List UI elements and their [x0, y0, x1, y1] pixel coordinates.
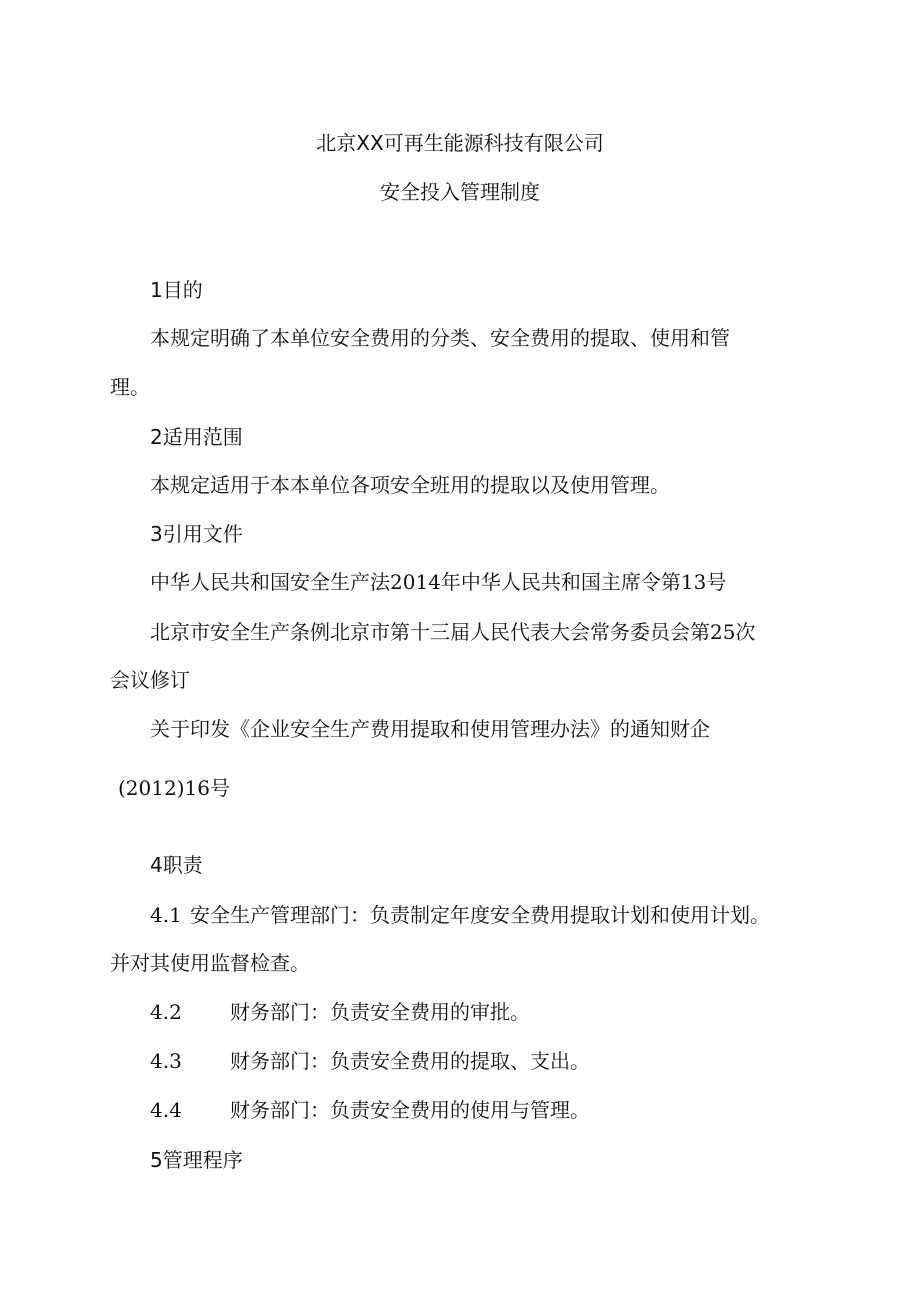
company-title: 北京XX可再生能源科技有限公司 [316, 131, 604, 155]
section-heading-scope: 2适用范围 [150, 425, 243, 449]
duty-item-1-text: 安全生产管理部门：负责制定年度安全费用提取计划和使用计划。 [190, 903, 770, 927]
duty-item-3-text: 财务部门：负责安全费用的提取、支出。 [230, 1049, 590, 1073]
reference-1: 中华人民共和国安全生产法2014年中华人民共和国主席令第13号 [150, 570, 727, 594]
duty-item-1-number: 4.1 [150, 903, 182, 927]
section-heading-procedure: 5管理程序 [150, 1148, 243, 1172]
reference-2-line1: 北京市安全生产条例北京市第十三届人民代表大会常务委员会第25次 [150, 620, 756, 644]
document-title: 安全投入管理制度 [380, 180, 540, 204]
section-heading-purpose: 1目的 [150, 278, 203, 302]
duty-item-2-text: 财务部门：负责安全费用的审批。 [230, 1000, 530, 1024]
duty-item-2-number: 4.2 [150, 1000, 182, 1024]
scope-text: 本规定适用于本本单位各项安全班用的提取以及使用管理。 [150, 473, 670, 497]
purpose-text-line2: 理。 [110, 375, 150, 399]
reference-3-line2: (2012)16号 [118, 776, 230, 800]
section-heading-references: 3引用文件 [150, 522, 243, 546]
duty-item-1-continued: 并对其使用监督检查。 [110, 951, 310, 975]
duty-item-1 [150, 905, 770, 925]
reference-2-line2: 会议修订 [110, 668, 190, 692]
purpose-text-line1: 本规定明确了本单位安全费用的分类、安全费用的提取、使用和管 [150, 326, 730, 350]
duty-item-4 [150, 1100, 590, 1120]
section-heading-duties: 4职责 [150, 853, 203, 877]
duty-item-2 [150, 1002, 530, 1022]
duty-item-4-text: 财务部门：负责安全费用的使用与管理。 [230, 1098, 590, 1122]
reference-3-line1: 关于印发《企业安全生产费用提取和使用管理办法》的通知财企 [150, 717, 710, 741]
duty-item-4-number: 4.4 [150, 1098, 182, 1122]
duty-item-3-number: 4.3 [150, 1049, 182, 1073]
duty-item-3 [150, 1051, 590, 1071]
